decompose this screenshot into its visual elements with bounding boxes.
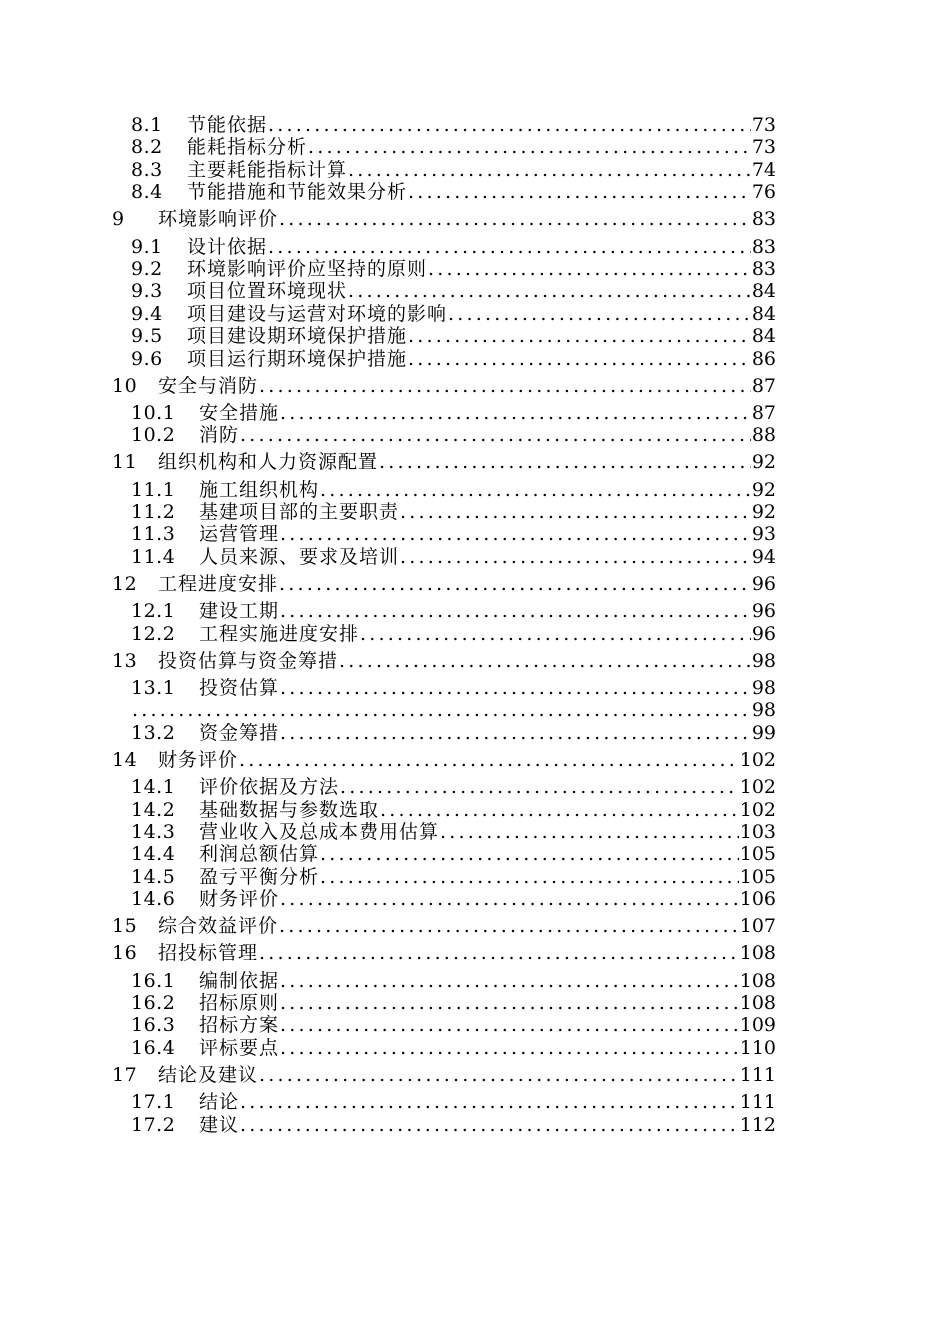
toc-entry-page-number: 102 — [739, 776, 776, 799]
toc-entry-number: 10.2 — [131, 424, 176, 447]
toc-dot-leader — [319, 479, 751, 501]
toc-entry-title: 项目建设与运营对环境的影响 — [187, 302, 448, 325]
toc-dot-leader — [378, 451, 751, 473]
toc-section-entry[interactable] — [112, 799, 776, 821]
toc-dot-leader — [279, 677, 751, 699]
toc-entry-number: 14.4 — [131, 843, 176, 866]
toc-section-entry[interactable] — [112, 677, 776, 699]
toc-entry-page-number: 107 — [739, 915, 776, 938]
toc-dot-leader — [427, 258, 751, 280]
toc-section-entry[interactable] — [112, 843, 776, 865]
toc-entry-page-number: 73 — [751, 114, 776, 136]
toc-dot-leader — [279, 402, 751, 424]
toc-dot-leader — [131, 699, 751, 721]
toc-section-entry[interactable] — [112, 1114, 776, 1136]
toc-dot-leader — [279, 1037, 739, 1059]
toc-dot-leader — [319, 866, 739, 888]
toc-entry-number: 9.6 — [131, 347, 163, 370]
toc-entry-title: 招标方案 — [199, 1014, 280, 1037]
toc-entry-number: 14.3 — [131, 820, 176, 843]
toc-entry-number: 16.4 — [131, 1036, 176, 1059]
toc-dot-leader — [279, 722, 751, 744]
toc-dot-leader — [278, 573, 751, 595]
toc-chapter-entry[interactable] — [112, 375, 776, 397]
toc-entry-title: 招投标管理 — [158, 942, 259, 965]
toc-section-entry[interactable] — [112, 424, 776, 446]
toc-entry-page-number: 93 — [751, 523, 776, 546]
toc-entry-number: 12.1 — [131, 600, 176, 623]
toc-chapter-entry[interactable] — [112, 650, 776, 672]
toc-entry-page-number: 111 — [739, 1091, 776, 1114]
toc-entry-title: 运营管理 — [199, 523, 280, 546]
toc-entry-page-number: 76 — [751, 181, 776, 204]
toc-entry-number: 10 — [112, 374, 138, 397]
toc-entry-title: 能耗指标分析 — [187, 136, 308, 159]
toc-section-entry[interactable] — [112, 114, 776, 136]
toc-section-entry[interactable] — [112, 280, 776, 302]
toc-dot-leader — [239, 1114, 739, 1136]
toc-dot-leader — [379, 799, 739, 821]
toc-entry-number: 12.2 — [131, 622, 176, 645]
table-of-contents — [112, 114, 776, 1136]
toc-entry-number: 11.3 — [131, 523, 176, 546]
toc-entry-page-number: 102 — [739, 748, 776, 771]
toc-dot-leader — [239, 424, 751, 446]
toc-dot-leader — [399, 501, 751, 523]
toc-section-entry[interactable] — [112, 136, 776, 158]
toc-entry-number: 11 — [112, 451, 138, 474]
toc-entry-number: 17.2 — [131, 1113, 176, 1136]
toc-entry-number: 9 — [112, 208, 125, 231]
toc-section-entry[interactable] — [112, 402, 776, 424]
toc-entry-number: 9.1 — [131, 235, 163, 258]
toc-section-entry[interactable] — [112, 479, 776, 501]
toc-entry-page-number: 83 — [751, 257, 776, 280]
toc-dot-leader — [267, 236, 751, 258]
toc-section-entry[interactable] — [112, 523, 776, 545]
toc-dot-leader — [407, 348, 751, 370]
toc-dot-leader — [238, 749, 739, 771]
toc-chapter-entry[interactable] — [112, 1064, 776, 1086]
toc-entry-number: 15 — [112, 915, 138, 938]
toc-section-entry[interactable] — [112, 821, 776, 843]
toc-entry-number: 9.2 — [131, 257, 163, 280]
toc-entry-number: 17 — [112, 1063, 138, 1086]
toc-section-entry[interactable] — [112, 159, 776, 181]
toc-dot-leader — [359, 623, 751, 645]
toc-entry-page-number: 112 — [739, 1113, 776, 1136]
toc-dot-leader — [258, 1064, 739, 1086]
toc-dot-leader — [399, 546, 751, 568]
toc-entry-number: 8.2 — [131, 136, 163, 159]
toc-dot-leader — [279, 1014, 739, 1036]
toc-section-entry[interactable] — [112, 1014, 776, 1036]
toc-entry-page-number: 87 — [751, 401, 776, 424]
toc-entry-title: 投资估算与资金筹措 — [158, 649, 339, 672]
toc-section-entry[interactable] — [112, 888, 776, 910]
toc-entry-page-number: 108 — [739, 992, 776, 1015]
toc-chapter-entry[interactable] — [112, 451, 776, 473]
toc-entry-title: 盈亏平衡分析 — [199, 865, 320, 888]
toc-entry-title: 项目位置环境现状 — [187, 280, 348, 303]
toc-entry-page-number: 96 — [751, 573, 776, 595]
toc-dot-leader — [407, 325, 751, 347]
toc-entry-number: 16.2 — [131, 992, 176, 1015]
toc-entry-number: 17.1 — [131, 1091, 176, 1114]
toc-dot-leader — [258, 942, 739, 964]
toc-entry-number: 12 — [112, 573, 138, 595]
toc-chapter-entry[interactable] — [112, 208, 776, 230]
toc-dot-leader — [347, 159, 751, 181]
toc-entry-page-number: 106 — [739, 888, 776, 911]
toc-entry-page-number: 109 — [739, 1014, 776, 1037]
toc-entry-title: 环境影响评价 — [158, 208, 279, 231]
toc-entry-page-number: 92 — [751, 501, 776, 524]
toc-entry-title: 组织机构和人力资源配置 — [158, 451, 379, 474]
toc-section-entry[interactable] — [112, 600, 776, 622]
toc-entry-page-number: 84 — [751, 325, 776, 348]
toc-entry-title: 项目运行期环境保护措施 — [187, 347, 408, 370]
toc-entry-number: 13.1 — [131, 676, 176, 699]
toc-entry-page-number: 73 — [751, 136, 776, 159]
toc-entry-title: 人员来源、要求及培训 — [199, 545, 400, 568]
toc-entry-number: 13 — [112, 649, 138, 672]
toc-entry-number: 14.1 — [131, 776, 176, 799]
toc-entry-title: 利润总额估算 — [199, 843, 320, 866]
toc-entry-page-number: 108 — [739, 969, 776, 992]
toc-entry-number: 14.2 — [131, 798, 176, 821]
toc-dot-leader — [279, 992, 739, 1014]
toc-entry-number: 11.2 — [131, 501, 176, 524]
toc-entry-title: 消防 — [199, 424, 240, 447]
toc-dot-leader — [279, 888, 739, 910]
toc-entry-title: 节能措施和节能效果分析 — [187, 181, 408, 204]
toc-chapter-entry[interactable] — [112, 915, 776, 937]
toc-section-entry[interactable] — [112, 722, 776, 744]
toc-dot-leader — [279, 523, 751, 545]
toc-entry-page-number: 92 — [751, 478, 776, 501]
toc-entry-number: 10.1 — [131, 401, 176, 424]
toc-entry-page-number: 94 — [751, 545, 776, 568]
toc-entry-number: 11.1 — [131, 478, 176, 501]
toc-entry-page-number: 110 — [739, 1036, 776, 1059]
toc-entry-page-number: 98 — [751, 649, 776, 672]
toc-chapter-entry[interactable] — [112, 749, 776, 771]
toc-dot-leader — [339, 776, 739, 798]
toc-section-entry[interactable] — [112, 236, 776, 258]
toc-entry-page-number: 92 — [751, 451, 776, 474]
toc-section-entry[interactable] — [112, 866, 776, 888]
toc-section-entry[interactable] — [112, 970, 776, 992]
toc-entry-page-number: 105 — [739, 865, 776, 888]
toc-entry-page-number: 96 — [751, 600, 776, 623]
toc-entry-page-number: 98 — [751, 676, 776, 699]
toc-entry-title: 评价依据及方法 — [199, 776, 340, 799]
toc-entry-number: 13.2 — [131, 721, 176, 744]
toc-dot-leader — [319, 843, 739, 865]
toc-entry-title: 安全措施 — [199, 401, 280, 424]
toc-entry-page-number: 108 — [739, 942, 776, 965]
toc-section-entry[interactable] — [112, 699, 776, 721]
toc-section-entry[interactable] — [112, 1091, 776, 1113]
toc-entry-title: 结论及建议 — [158, 1063, 259, 1086]
toc-entry-page-number: 74 — [751, 158, 776, 181]
toc-dot-leader — [278, 208, 751, 230]
toc-entry-page-number: 96 — [751, 622, 776, 645]
toc-entry-title: 建设工期 — [199, 600, 280, 623]
toc-entry-number: 16 — [112, 942, 138, 965]
toc-entry-page-number: 83 — [751, 208, 776, 231]
toc-entry-title: 编制依据 — [199, 969, 280, 992]
toc-entry-title: 结论 — [199, 1091, 240, 1114]
toc-chapter-entry[interactable] — [112, 942, 776, 964]
toc-dot-leader — [347, 280, 751, 302]
toc-entry-page-number: 111 — [739, 1063, 776, 1086]
toc-entry-number: 16.3 — [131, 1014, 176, 1037]
toc-entry-title: 营业收入及总成本费用估算 — [199, 820, 440, 843]
toc-entry-number: 14.5 — [131, 865, 176, 888]
toc-entry-page-number: 84 — [751, 302, 776, 325]
toc-entry-page-number: 83 — [751, 235, 776, 258]
toc-entry-title: 环境影响评价应坚持的原则 — [187, 257, 428, 280]
toc-section-entry[interactable] — [112, 303, 776, 325]
toc-section-entry[interactable] — [112, 546, 776, 568]
toc-entry-title: 综合效益评价 — [158, 915, 279, 938]
toc-dot-leader — [278, 915, 739, 937]
toc-dot-leader — [239, 1091, 739, 1113]
toc-entry-page-number: 98 — [751, 699, 776, 722]
toc-entry-title: 节能依据 — [187, 114, 268, 136]
toc-entry-number: 9.3 — [131, 280, 163, 303]
toc-entry-title: 工程实施进度安排 — [199, 622, 360, 645]
toc-entry-title: 主要耗能指标计算 — [187, 158, 348, 181]
toc-entry-title: 建议 — [199, 1113, 240, 1136]
toc-entry-title: 财务评价 — [199, 888, 280, 911]
toc-entry-title: 施工组织机构 — [199, 478, 320, 501]
toc-entry-page-number: 105 — [739, 843, 776, 866]
toc-chapter-entry[interactable] — [112, 573, 776, 595]
toc-entry-title: 招标原则 — [199, 992, 280, 1015]
toc-entry-number: 16.1 — [131, 969, 176, 992]
toc-entry-page-number: 99 — [751, 721, 776, 744]
toc-entry-title: 工程进度安排 — [158, 573, 279, 595]
toc-entry-title: 设计依据 — [187, 235, 268, 258]
toc-section-entry[interactable] — [112, 776, 776, 798]
toc-dot-leader — [279, 600, 751, 622]
toc-section-entry[interactable] — [112, 623, 776, 645]
toc-entry-title: 基础数据与参数选取 — [199, 798, 380, 821]
toc-section-entry[interactable] — [112, 1037, 776, 1059]
toc-dot-leader — [338, 650, 751, 672]
toc-entry-page-number: 88 — [751, 424, 776, 447]
toc-dot-leader — [258, 375, 751, 397]
toc-entry-title: 评标要点 — [199, 1036, 280, 1059]
toc-entry-page-number: 86 — [751, 347, 776, 370]
toc-entry-number: 9.4 — [131, 302, 163, 325]
toc-entry-title: 基建项目部的主要职责 — [199, 501, 400, 524]
toc-dot-leader — [279, 970, 739, 992]
toc-entry-page-number: 102 — [739, 798, 776, 821]
toc-section-entry[interactable] — [112, 501, 776, 523]
toc-entry-title: 财务评价 — [158, 748, 239, 771]
toc-dot-leader — [307, 136, 751, 158]
toc-section-entry[interactable] — [112, 992, 776, 1014]
toc-entry-title: 安全与消防 — [158, 374, 259, 397]
toc-section-entry[interactable] — [112, 325, 776, 347]
toc-section-entry[interactable] — [112, 258, 776, 280]
toc-entry-number: 14 — [112, 748, 138, 771]
toc-section-entry[interactable] — [112, 348, 776, 370]
toc-entry-page-number: 87 — [751, 374, 776, 397]
toc-entry-number: 8.1 — [131, 114, 163, 136]
toc-entry-title: 资金筹措 — [199, 721, 280, 744]
toc-entry-title: 项目建设期环境保护措施 — [187, 325, 408, 348]
toc-dot-leader — [439, 821, 739, 843]
toc-entry-page-number: 103 — [739, 820, 776, 843]
toc-dot-leader — [447, 303, 751, 325]
toc-entry-number: 11.4 — [131, 545, 176, 568]
toc-section-entry[interactable] — [112, 181, 776, 203]
toc-dot-leader — [267, 114, 751, 136]
toc-entry-number: 14.6 — [131, 888, 176, 911]
toc-entry-title: 投资估算 — [199, 676, 280, 699]
toc-entry-number: 8.4 — [131, 181, 163, 204]
toc-entry-number: 8.3 — [131, 158, 163, 181]
toc-dot-leader — [407, 181, 751, 203]
toc-entry-page-number: 84 — [751, 280, 776, 303]
toc-entry-number: 9.5 — [131, 325, 163, 348]
